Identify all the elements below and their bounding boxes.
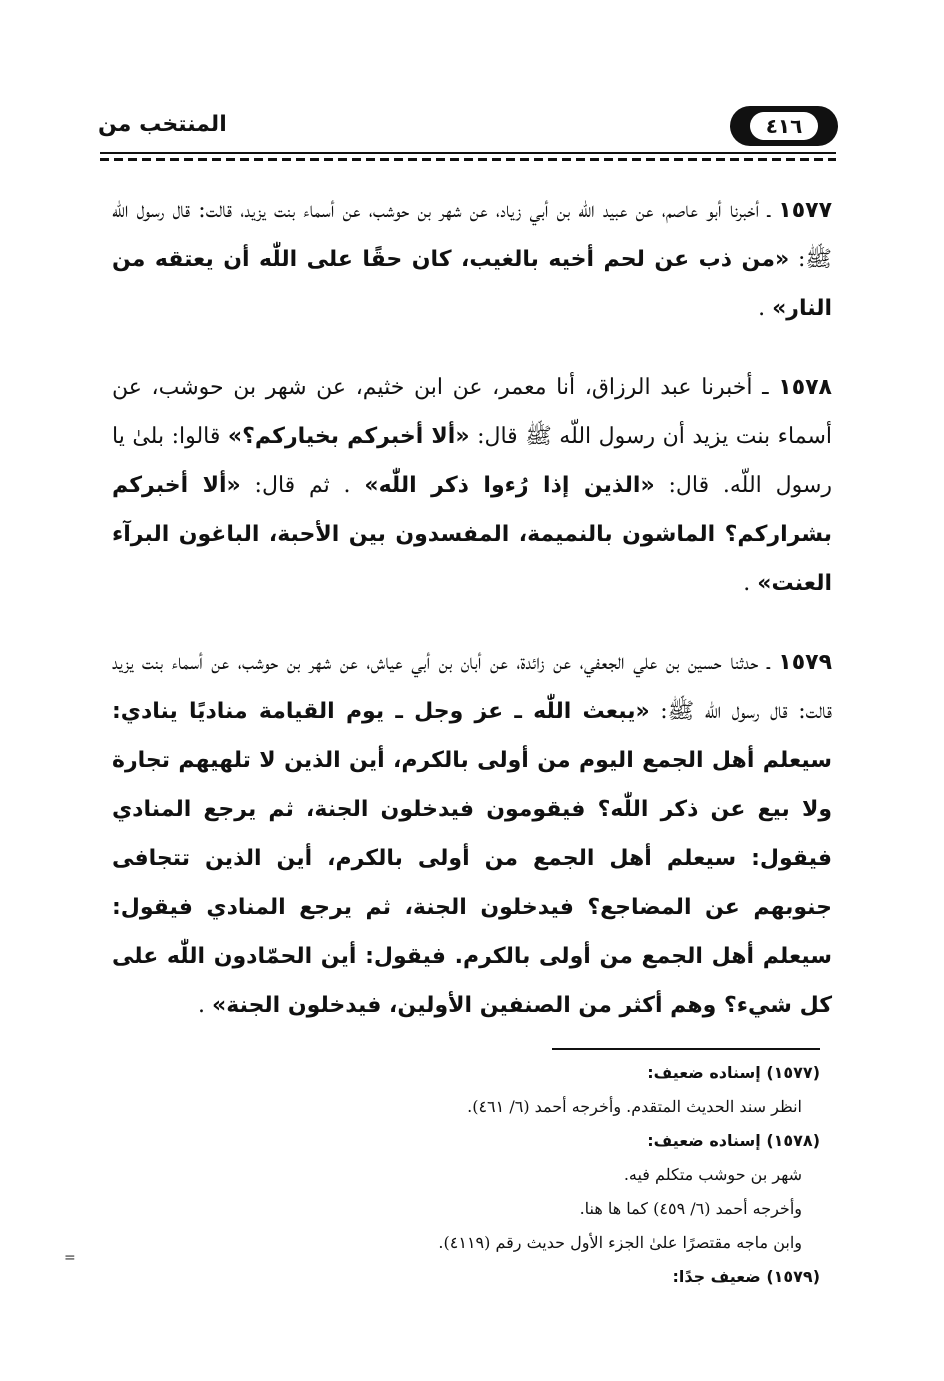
footnote-line: شهر بن حوشب متكلم فيه.	[623, 1165, 802, 1184]
hadith-text: ـ حدثنا حسين بن علي الجعفي، عن زائدة، عن أبان بن أبي عياش، عن شهر بن حوشب، عن أسماء بنت يزيد قالت: قال رسول اللّه ﷺ:	[112, 650, 832, 724]
margin-mark: =	[64, 1250, 76, 1266]
hadith-quote: «يبعث اللّٰه ـ عز وجل ـ يوم القيامة مناديًا ينادي: سيعلم أهل الجمع اليوم من أولى بالكرم، أين الذين لا تلهيهم تجارة ولا بيع عن ذكر اللّٰه؟ فيقومون فيدخلون الجنة، ثم يرجع المنادي فيقول: سيعلم أهل الجمع من أولى بالكرم، أين الذين تتجافى جنوبهم عن المضاجع؟ فيدخلون الجنة، ثم يرجع المنادي فيقول: سيعلم أهل الجمع من أولى بالكرم. فيقول: أين الحمّادون اللّٰه على كل شيء؟ وهم أكثر من الصنفين الأولين، فيدخلون الجنة»	[112, 699, 832, 1018]
hadith-quote: «ألا أخبركم بشراركم؟ الماشون بالنميمة، المفسدون بين الأحبة، الباغون البرآء العنت»	[112, 473, 832, 596]
hadith-number: ١٥٧٩	[778, 650, 832, 675]
hadith-text: . ثم قال:	[240, 473, 351, 498]
hadith-quote: «الذين إذا رُءوا ذكر اللّٰه»	[364, 473, 655, 498]
hadith-1577	[112, 186, 832, 333]
page-header	[98, 98, 838, 146]
hadith-text: ـ أخبرنا عبد الرزاق، أنا معمر، عن ابن خثيم، عن شهر بن حوشب، عن أسماء بنت يزيد أن رسول اللّه ﷺ قال:	[112, 375, 832, 449]
footnote-heading-1577: (١٥٧٧) إسناده ضعيف:	[647, 1063, 820, 1082]
hadith-text: ـ أخبرنا أبو عاصم، عن عبيد اللّه بن أبي زياد، عن شهر بن حوشب، عن أسماء بنت يزيد، قالت: قال رسول اللّه ﷺ:	[112, 198, 832, 272]
main-text	[112, 186, 832, 1060]
hadith-tail: .	[743, 571, 751, 596]
hadith-number: ١٥٧٧	[778, 198, 833, 223]
hadith-quote: «ألا أخبركم بخياركم؟»	[227, 424, 470, 449]
footnote-line: وأخرجه أحمد (٦/ ٤٥٩) كما ها هنا.	[579, 1199, 802, 1218]
footnote-heading-1578: (١٥٧٨) إسناده ضعيف:	[647, 1131, 820, 1150]
hadith-1579	[112, 638, 832, 1030]
hadith-number: ١٥٧٨	[778, 375, 832, 400]
page-number: ٤١٦	[750, 112, 819, 140]
hadith-tail: .	[198, 993, 206, 1018]
running-title: المنتخب من	[98, 112, 227, 137]
hadith-text: قالوا: بلىٰ يا رسول اللّه. قال:	[112, 424, 832, 498]
footnote-line: انظر سند الحديث المتقدم. وأخرجه أحمد (٦/ ٤٦١).	[467, 1097, 802, 1116]
hadith-quote: «من ذب عن لحم أخيه بالغيب، كان حقًا على اللّٰه أن يعتقه من النار»	[112, 247, 832, 321]
footnote-line: وابن ماجه مقتصرًا علىٰ الجزء الأول حديث رقم (٤١١٩).	[438, 1233, 802, 1252]
footnote-divider	[552, 1048, 820, 1050]
footnote-heading-1579: (١٥٧٩) ضعيف جدًا:	[672, 1267, 820, 1286]
page-number-badge	[730, 106, 838, 146]
footnotes	[200, 1056, 820, 1294]
hadith-tail: .	[758, 296, 766, 321]
hadith-1578	[112, 363, 832, 608]
header-divider	[100, 152, 836, 162]
